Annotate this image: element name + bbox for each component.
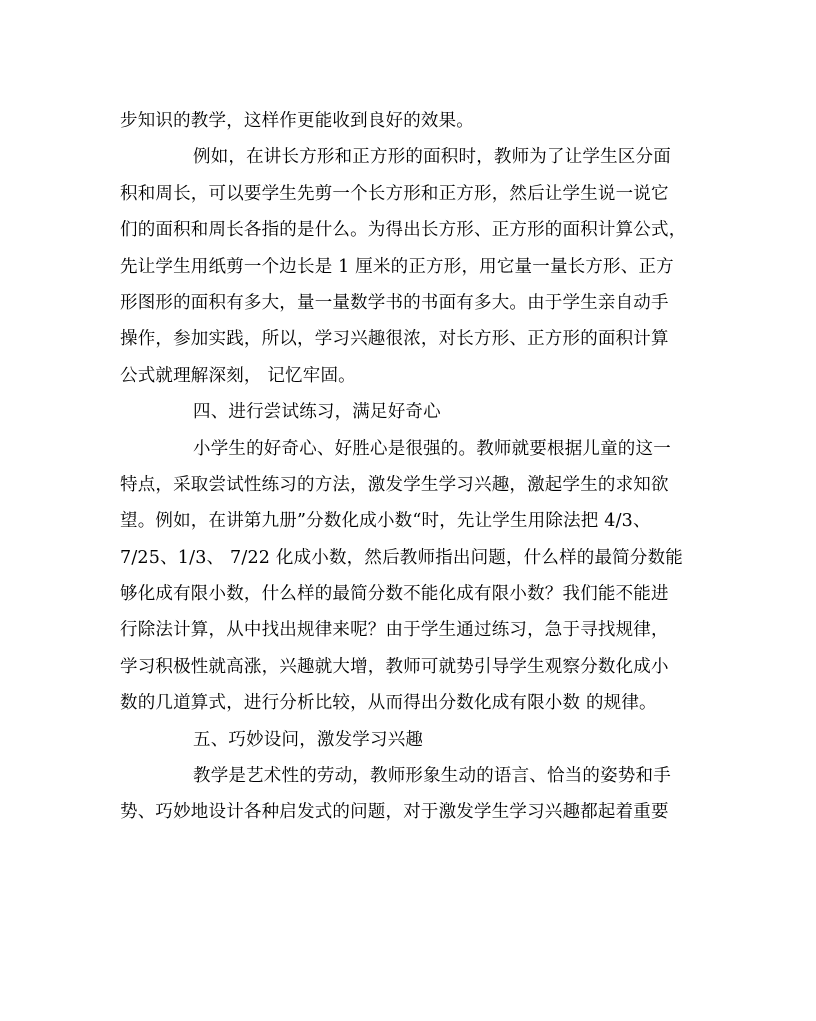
paragraph-line: 学习积极性就高涨，兴趣就大增，教师可就势引导学生观察分数化成小 — [120, 656, 669, 677]
paragraph-line: 行除法计算，从中找出规律来呢？由于学生通过练习，急于寻找规律， — [120, 620, 669, 641]
section-heading: 四、进行尝试练习，满足好奇心 — [193, 402, 441, 423]
section-heading: 五、巧妙设问，激发学习兴趣 — [193, 729, 424, 750]
paragraph-line: 望。例如，在讲第九册”分数化成小数“时，先让学生用除法把 4/3、 — [120, 511, 651, 532]
paragraph-line: 例如，在讲长方形和正方形的面积时，教师为了让学生区分面 — [193, 147, 671, 168]
paragraph-line: 小学生的好奇心、好胜心是很强的。教师就要根据儿童的这一 — [193, 438, 671, 459]
document-body — [120, 103, 705, 831]
paragraph-line: 先让学生用纸剪一个边长是 1 厘米的正方形，用它量一量长方形、正方 — [120, 256, 674, 277]
paragraph-line: 势、巧妙地设计各种启发式的问题，对于激发学生学习兴趣都起着重要 — [120, 802, 669, 823]
paragraph-line: 积和周长，可以要学生先剪一个长方形和正方形，然后让学生说一说它 — [120, 183, 669, 204]
paragraph-line: 够化成有限小数，什么样的最简分数不能化成有限小数？我们能不能进 — [120, 584, 669, 605]
paragraph-line: 们的面积和周长各指的是什么。为得出长方形、正方形的面积计算公式， — [120, 220, 687, 241]
paragraph-line: 步知识的教学，这样作更能收到良好的效果。 — [120, 111, 474, 131]
paragraph-line: 7/25、1/3、 7/22 化成小数，然后教师指出问题，什么样的最简分数能 — [120, 547, 683, 568]
paragraph-line: 操作，参加实践，所以，学习兴趣很浓，对长方形、正方形的面积计算 — [120, 329, 669, 350]
paragraph-line: 教学是艺术性的劳动，教师形象生动的语言、恰当的姿势和手 — [193, 766, 671, 787]
paragraph-line: 数的几道算式，进行分析比较，从而得出分数化成有限小数 的规律。 — [120, 693, 657, 714]
paragraph-line: 特点，采取尝试性练习的方法，激发学生学习兴趣，激起学生的求知欲 — [120, 474, 669, 495]
paragraph-line: 公式就理解深刻， 记忆牢固。 — [120, 365, 356, 386]
paragraph-line: 形图形的面积有多大，量一量数学书的书面有多大。由于学生亲自动手 — [120, 292, 669, 313]
